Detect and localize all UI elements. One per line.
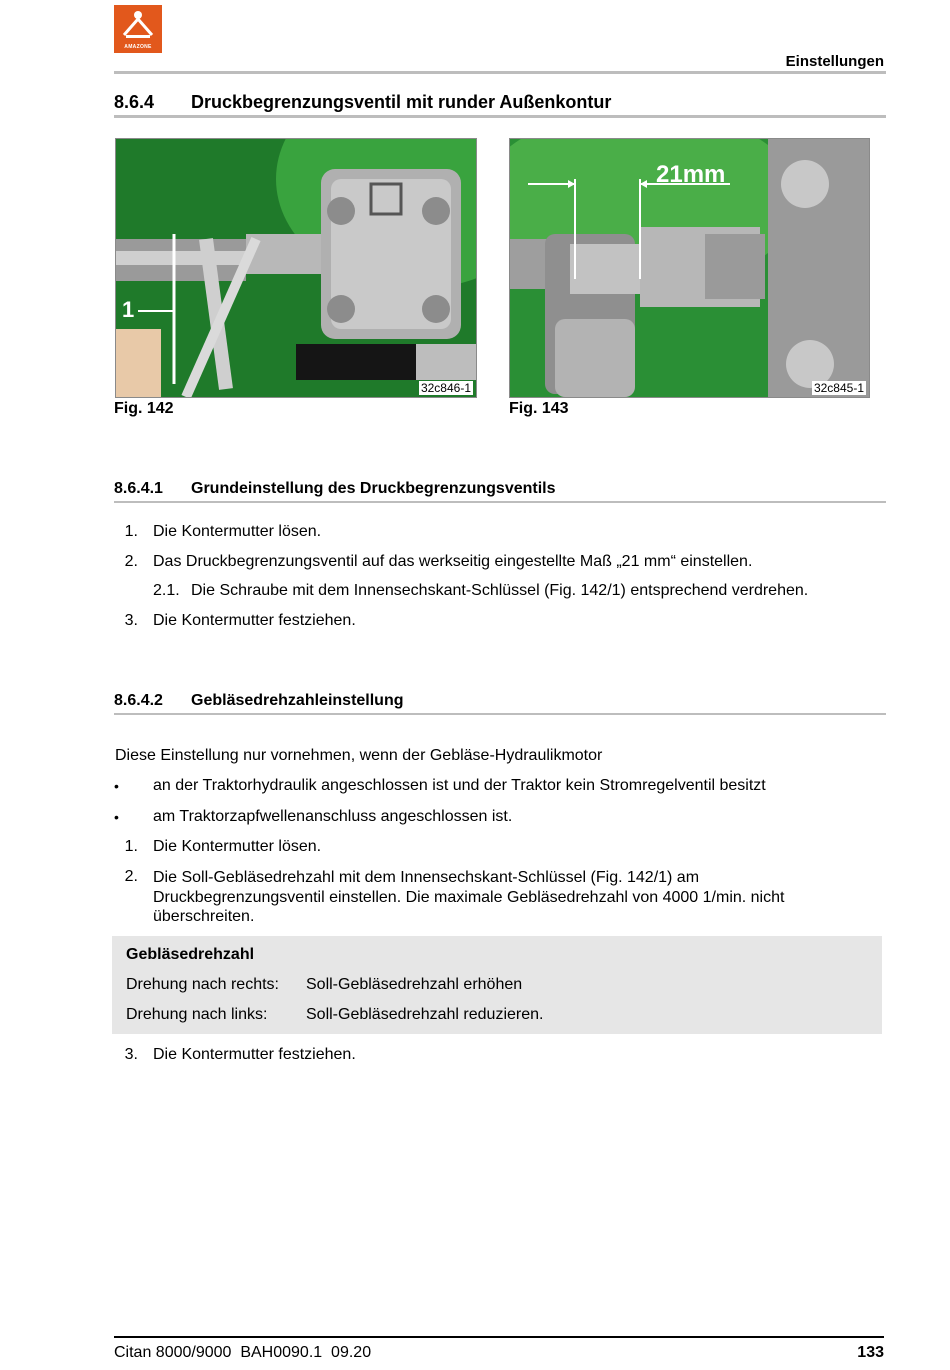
figure-143-image-code: 32c845-1 [813, 381, 864, 395]
logo-text: AMAZONE [124, 44, 152, 50]
bullet-icon: • [114, 778, 119, 794]
step-number: 3. [124, 612, 138, 629]
footer-doc-info: Citan 8000/9000 BAH0090.1 09.20 [114, 1344, 372, 1361]
header-section-title: Einstellungen [785, 53, 884, 70]
figure-142-caption: Fig. 142 [114, 400, 174, 417]
header-rule [114, 71, 886, 74]
section-rule [114, 115, 886, 118]
step-number: 3. [124, 1046, 138, 1063]
subsection-2-rule [114, 713, 886, 715]
step-text: Die Kontermutter lösen. [153, 838, 322, 855]
amazone-logo [114, 5, 162, 53]
figure-143-caption: Fig. 143 [509, 400, 569, 417]
subsection-1-rule [114, 501, 886, 503]
subsection-1-title: Grundeinstellung des Druckbegrenzungsventils [191, 480, 556, 497]
bullet-text: am Traktorzapfwellenanschluss angeschlossen ist. [153, 808, 513, 825]
substep-number: 2.1. [153, 582, 180, 599]
note-title: Gebläsedrehzahl [126, 946, 255, 963]
subsection-2-number: 8.6.4.2 [114, 692, 163, 709]
bullet-icon: • [114, 809, 119, 825]
step-text: Die Kontermutter lösen. [153, 523, 322, 540]
step-number: 2. [124, 553, 138, 570]
logo-emblem-icon [114, 5, 162, 45]
note-row-label: Drehung nach links: [126, 1006, 268, 1023]
dimension-label-21mm: 21mm [656, 161, 726, 188]
page-number: 133 [857, 1344, 884, 1361]
figure-142-image-code: 32c846-1 [420, 381, 471, 395]
intro-paragraph: Diese Einstellung nur vornehmen, wenn der Gebläse-Hydraulikmotor [115, 747, 603, 764]
note-row-value: Soll-Gebläsedrehzahl reduzieren. [306, 1006, 544, 1023]
step-number: 1. [124, 523, 138, 540]
subsection-1-number: 8.6.4.1 [114, 480, 163, 497]
footer-rule [114, 1336, 884, 1338]
step-number: 2. [124, 868, 138, 885]
figure-143-photo [509, 138, 870, 398]
section-title: Druckbegrenzungsventil mit runder Außenkontur [191, 92, 612, 112]
callout-number-1: 1 [122, 297, 135, 322]
subsection-2-title: Gebläsedrehzahleinstellung [191, 692, 404, 709]
note-box [112, 936, 882, 1034]
figure-142-photo [115, 138, 477, 398]
section-number: 8.6.4 [114, 92, 155, 112]
step-text: Die Kontermutter festziehen. [153, 612, 356, 629]
step-number: 1. [124, 838, 138, 855]
step-text: Das Druckbegrenzungsventil auf das werkseitig eingestellte Maß „21 mm“ einstellen. [153, 553, 753, 570]
note-row-value: Soll-Gebläsedrehzahl erhöhen [306, 976, 523, 993]
step-text: Die Soll-Gebläsedrehzahl mit dem Innensechskant-Schlüssel (Fig. 142/1) am Druckbegrenzungsventil einstellen. Die maximale Gebläsedrehzahl von 4000 1/min. nicht überschreiten. [153, 869, 785, 925]
bullet-text: an der Traktorhydraulik angeschlossen ist und der Traktor kein Stromregelventil besitzt [153, 777, 766, 794]
note-row-label: Drehung nach rechts: [126, 976, 279, 993]
step-text: Die Kontermutter festziehen. [153, 1046, 356, 1063]
substep-text: Die Schraube mit dem Innensechskant-Schlüssel (Fig. 142/1) entsprechend verdrehen. [191, 582, 809, 599]
